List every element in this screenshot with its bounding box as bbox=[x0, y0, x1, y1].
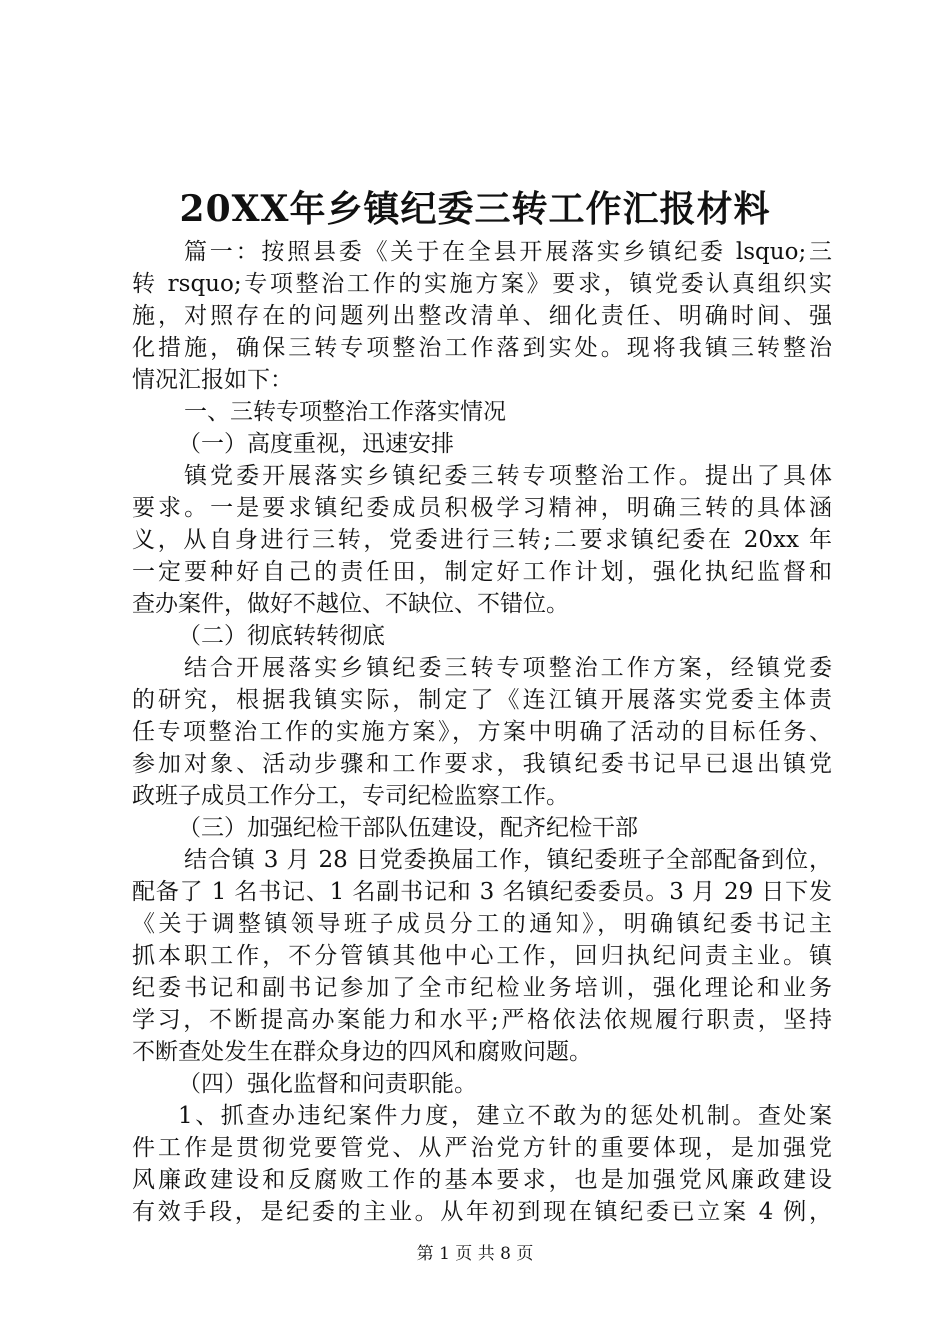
text-line: 学习，不断提高办案能力和水平;严格依法依规履行职责，坚持 bbox=[132, 1007, 832, 1033]
text-line: 一定要种好自己的责任田，制定好工作计划，强化执纪监督和 bbox=[132, 559, 832, 585]
text-line: 不断查处发生在群众身边的四风和腐败问题。 bbox=[132, 1039, 592, 1065]
text-line: 任专项整治工作的实施方案》，方案中明确了活动的目标任务、 bbox=[132, 719, 832, 745]
text-line: 转 rsquo;专项整治工作的实施方案》要求，镇党委认真组织实 bbox=[132, 271, 832, 297]
text-line: 风廉政建设和反腐败工作的基本要求，也是加强党风廉政建设 bbox=[132, 1167, 832, 1193]
text-line: 化措施，确保三转专项整治工作落到实处。现将我镇三转整治 bbox=[132, 335, 832, 361]
text-line: 抓本职工作，不分管镇其他中心工作，回归执纪问责主业。镇 bbox=[132, 943, 832, 969]
text-line: 镇党委开展落实乡镇纪委三转专项整治工作。提出了具体 bbox=[184, 463, 832, 489]
text-line: 查办案件，做好不越位、不缺位、不错位。 bbox=[132, 591, 569, 617]
text-line: 情况汇报如下： bbox=[132, 367, 293, 393]
document-title: 20XX年乡镇纪委三转工作汇报材料 bbox=[179, 188, 771, 230]
subsection-heading: （三）加强纪检干部队伍建设，配齐纪检干部 bbox=[178, 815, 638, 841]
text-line: 1、抓查办违纪案件力度，建立不敢为的惩处机制。查处案 bbox=[178, 1103, 832, 1129]
section-heading: 一、三转专项整治工作落实情况 bbox=[184, 399, 506, 425]
text-line: 参加对象、活动步骤和工作要求，我镇纪委书记早已退出镇党 bbox=[132, 751, 832, 777]
text-line: 《关于调整镇领导班子成员分工的通知》，明确镇纪委书记主 bbox=[132, 911, 832, 937]
subsection-heading: （一）高度重视，迅速安排 bbox=[178, 431, 454, 457]
text-line: 有效手段，是纪委的主业。从年初到现在镇纪委已立案 4 例， bbox=[132, 1199, 832, 1225]
text-line: 政班子成员工作分工，专司纪检监察工作。 bbox=[132, 783, 569, 809]
text-line: 结合镇 3 月 28 日党委换届工作，镇纪委班子全部配备到位， bbox=[184, 847, 832, 873]
text-line: 纪委书记和副书记参加了全市纪检业务培训，强化理论和业务 bbox=[132, 975, 832, 1001]
document-body bbox=[132, 236, 832, 1228]
text-line: 件工作是贯彻党要管党、从严治党方针的重要体现，是加强党 bbox=[132, 1135, 832, 1161]
subsection-heading: （二）彻底转转彻底 bbox=[178, 623, 385, 649]
text-line: 要求。一是要求镇纪委成员积极学习精神，明确三转的具体涵 bbox=[132, 495, 832, 521]
page-footer: 第 1 页 共 8 页 bbox=[416, 1244, 534, 1264]
text-line: 施，对照存在的问题列出整改清单、细化责任、明确时间、强 bbox=[132, 303, 832, 329]
text-line: 结合开展落实乡镇纪委三转专项整治工作方案，经镇党委 bbox=[184, 655, 832, 681]
text-line: 的研究，根据我镇实际，制定了《连江镇开展落实党委主体责 bbox=[132, 687, 832, 713]
subsection-heading: （四）强化监督和问责职能。 bbox=[178, 1071, 477, 1097]
text-line: 义，从自身进行三转，党委进行三转;二要求镇纪委在 20xx 年 bbox=[132, 527, 832, 553]
text-line: 配备了 1 名书记、1 名副书记和 3 名镇纪委委员。3 月 29 日下发 bbox=[132, 879, 832, 905]
text-line: 篇一：按照县委《关于在全县开展落实乡镇纪委 lsquo;三 bbox=[184, 239, 832, 265]
